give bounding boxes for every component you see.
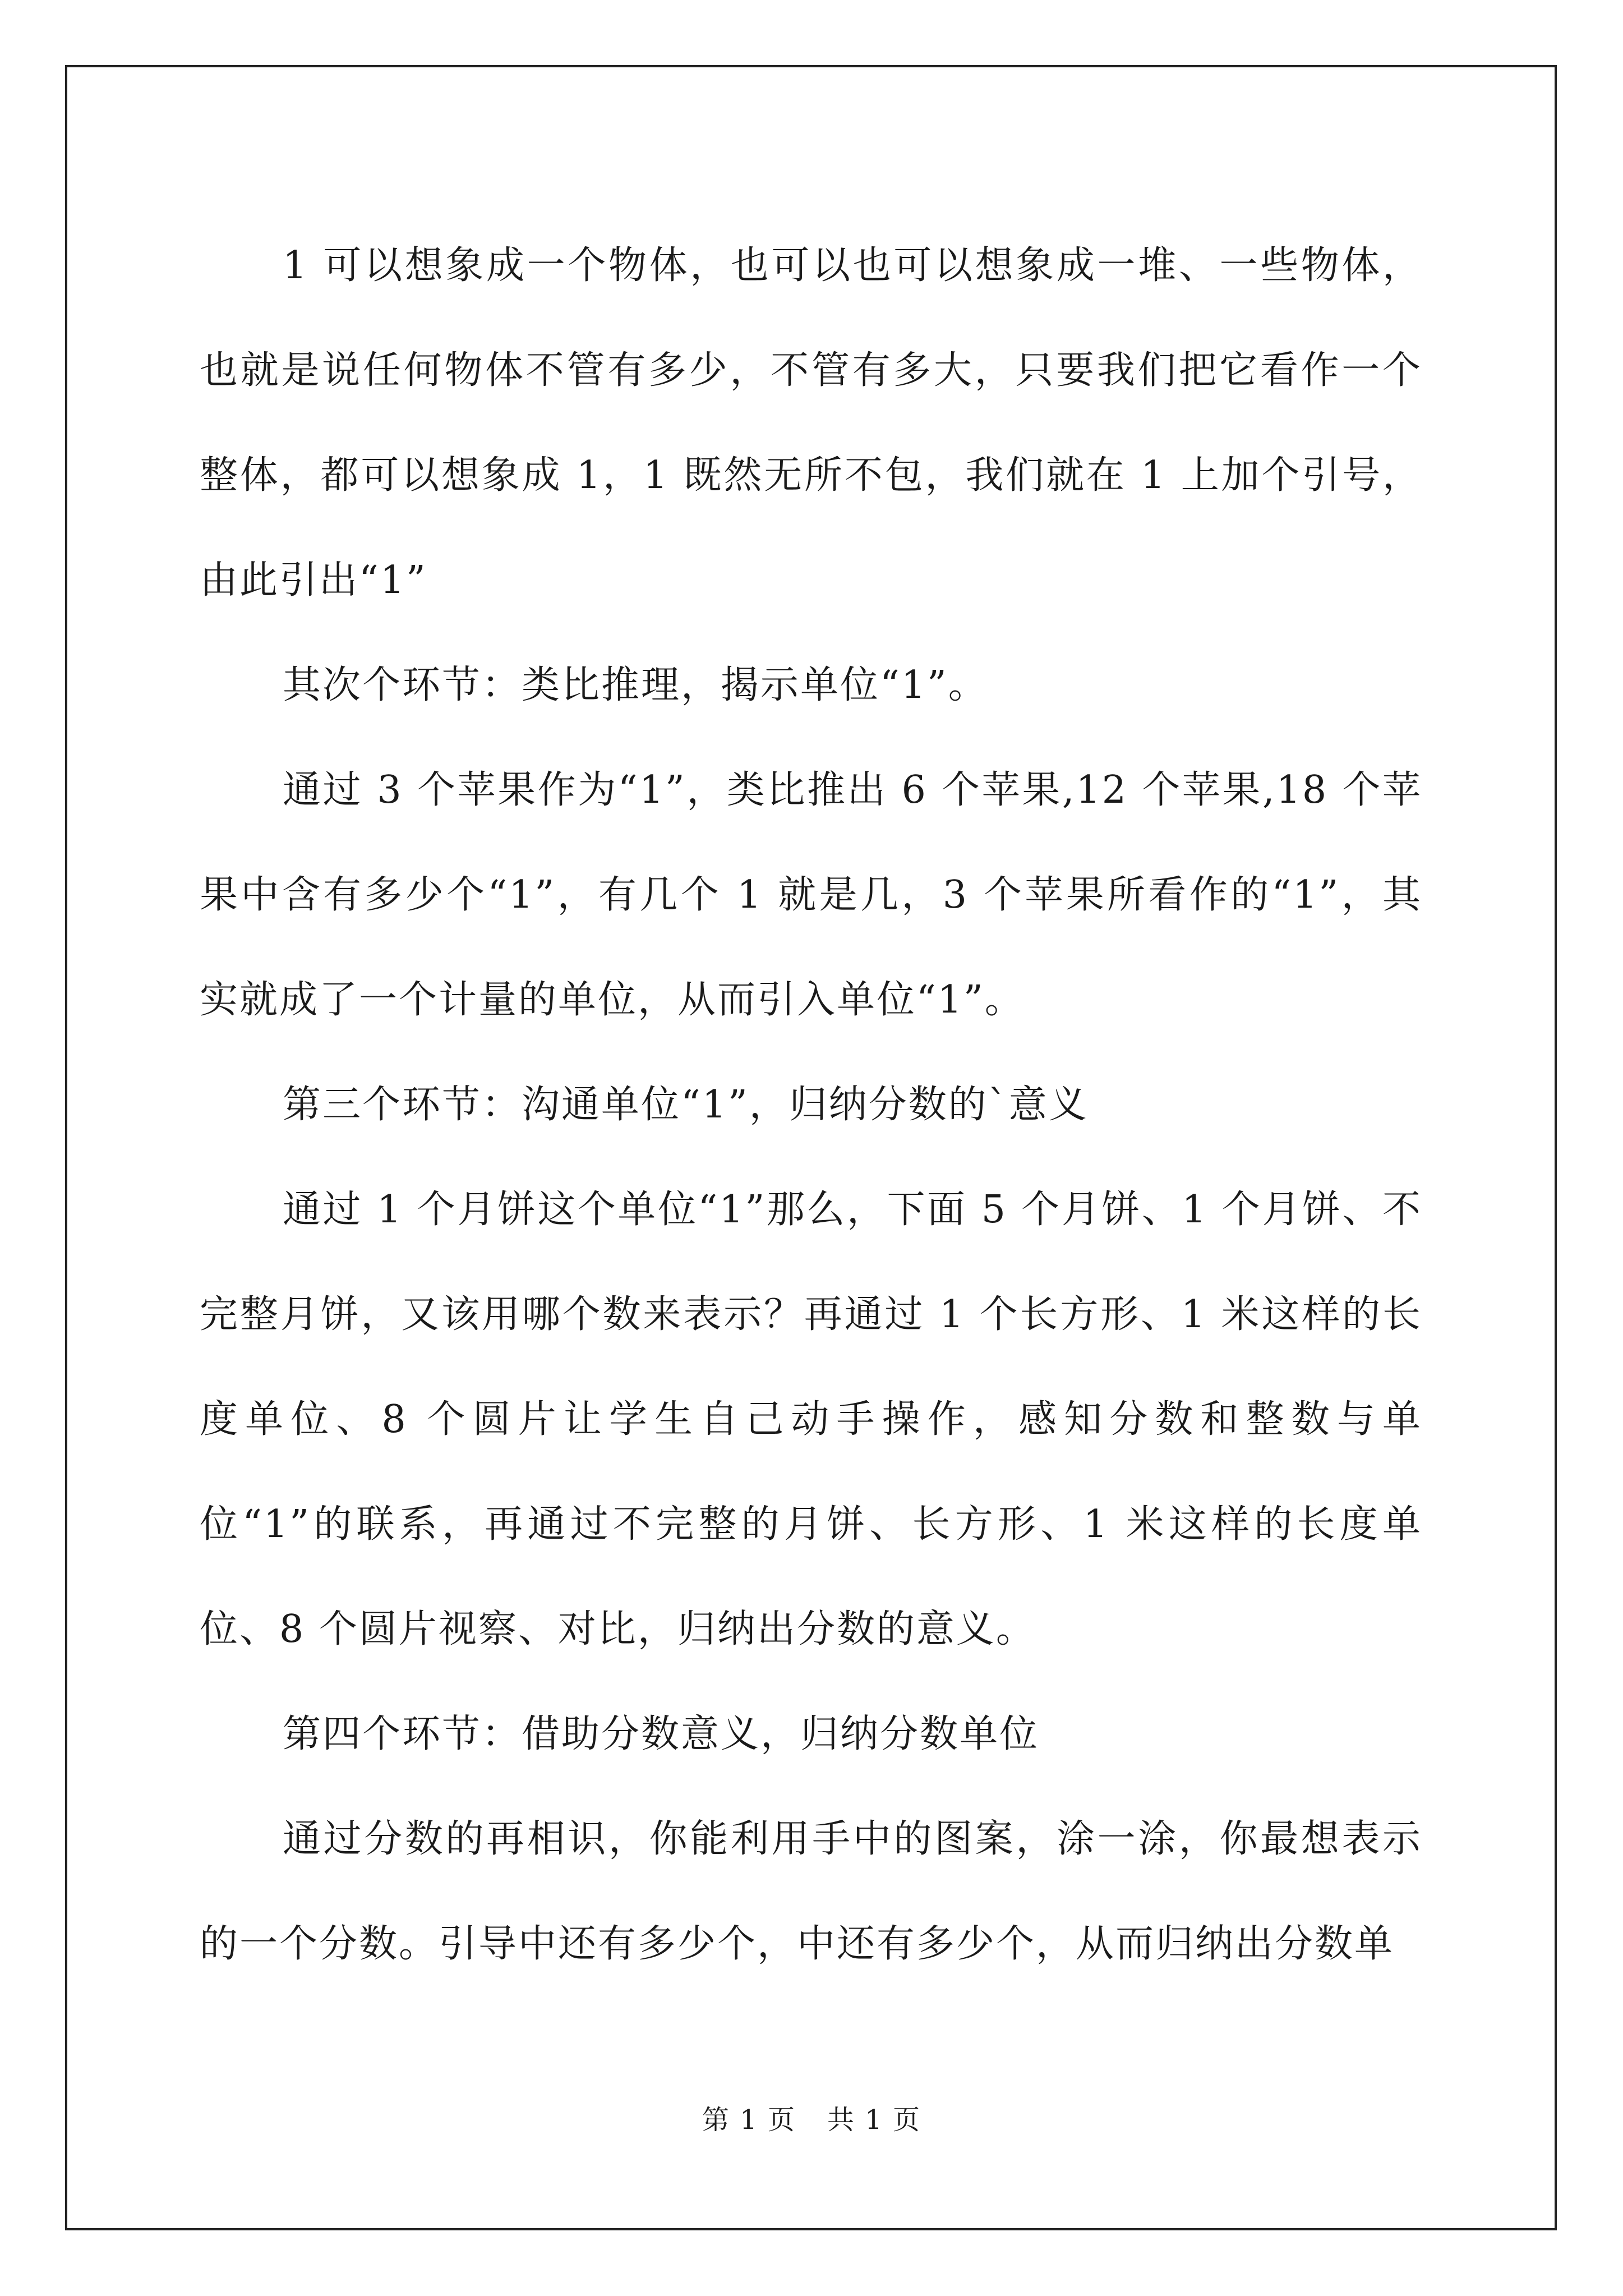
page-total: 共 1 页 xyxy=(827,2104,921,2136)
page-number: 第 1 页 xyxy=(702,2104,796,2136)
document-body xyxy=(200,213,1422,1996)
paragraph-7: 通过分数的再相识，你能利用手中的图案，涂一涂，你最想表示的一个分数。引导中还有多少个，中还有多少个，从而归纳出分数单 xyxy=(200,1817,1422,1966)
paragraph-6: 第四个环节：借助分数意义，归纳分数单位 xyxy=(283,1712,1040,1756)
paragraph-3: 通过 3 个苹果作为“1”，类比推出 6 个苹果,12 个苹果,18 个苹果中含有多少个“1”，有几个 1 就是几，3 个苹果所看作的“1”，其实就成了一个计量的单位，从而引入单位“1”。 xyxy=(200,768,1422,1022)
page-footer xyxy=(0,2098,1623,2137)
paragraph-2: 其次个环节：类比推理，揭示单位“1”。 xyxy=(283,663,988,707)
paragraph-5: 通过 1 个月饼这个单位“1”那么，下面 5 个月饼、1 个月饼、不完整月饼，又该用哪个数来表示？再通过 1 个长方形、1 米这样的长度单位、8 个圆片让学生自己动手操作，感知分数和整数与单位“1”的联系，再通过不完整的月饼、长方形、1 米这样的长度单位、8 个圆片视察、对比，归纳出分数的意义。 xyxy=(200,1188,1423,1651)
paragraph-1: 1 可以想象成一个物体，也可以也可以想象成一堆、一些物体，也就是说任何物体不管有多少，不管有多大，只要我们把它看作一个整体，都可以想象成 1，1 既然无所不包，我们就在 1 上加个引号，由此引出“1” xyxy=(200,243,1422,602)
paragraph-4: 第三个环节：沟通单位“1”，归纳分数的`意义 xyxy=(283,1083,1089,1127)
